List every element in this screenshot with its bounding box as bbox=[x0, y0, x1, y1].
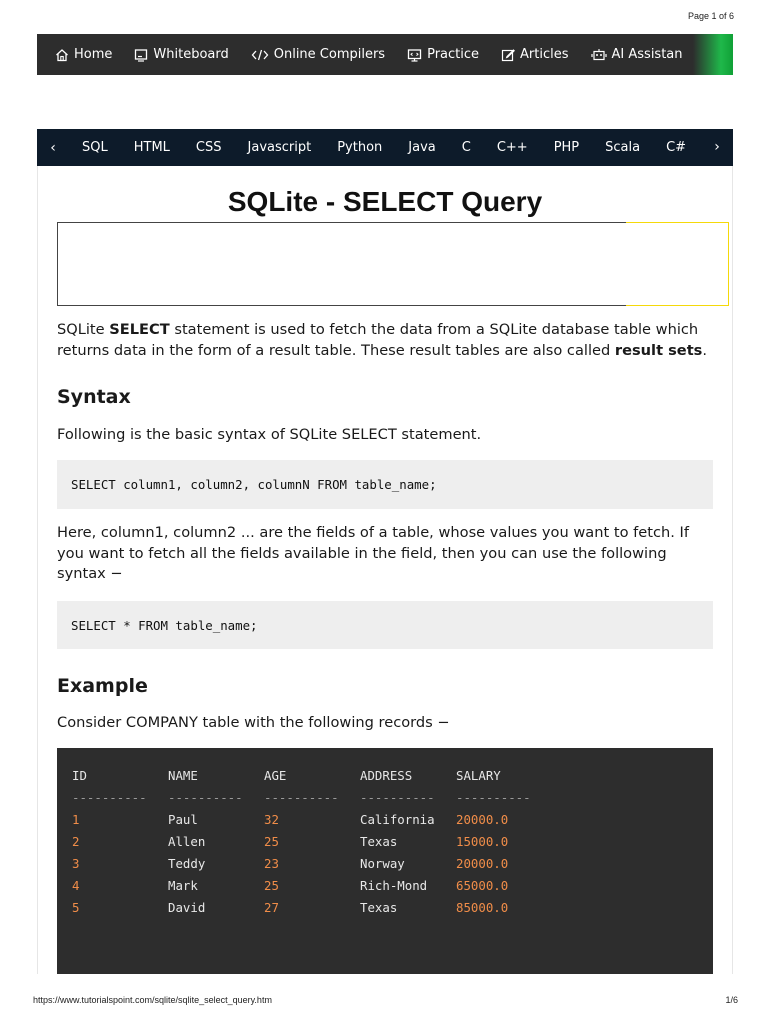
home-icon bbox=[55, 48, 69, 62]
subnav-item-javascript[interactable]: Javascript bbox=[247, 140, 312, 155]
cell-age: 27 bbox=[264, 900, 279, 915]
subnav-item-c[interactable]: C bbox=[461, 140, 471, 155]
column-header-address: ADDRESS bbox=[360, 768, 413, 783]
cell-address: Rich-Mond bbox=[360, 878, 428, 893]
syntax-heading: Syntax bbox=[57, 386, 131, 408]
nav-ai-assistant-label: AI Assistan bbox=[611, 47, 683, 62]
syntax-code-block[interactable] bbox=[57, 460, 713, 509]
cell-age: 25 bbox=[264, 878, 279, 893]
syntax-code-text: SELECT column1, column2, columnN FROM table_name; bbox=[71, 477, 437, 492]
subnav-item-python[interactable]: Python bbox=[337, 140, 383, 155]
subnav-item-java[interactable]: Java bbox=[408, 140, 436, 155]
cell-salary: 85000.0 bbox=[456, 900, 509, 915]
nav-practice-label: Practice bbox=[427, 47, 480, 62]
edit-icon bbox=[501, 48, 515, 62]
column-header-name: NAME bbox=[168, 768, 198, 783]
cell-salary: 20000.0 bbox=[456, 856, 509, 871]
nav-articles[interactable] bbox=[501, 47, 568, 62]
robot-icon bbox=[591, 48, 607, 62]
cell-salary: 20000.0 bbox=[456, 812, 509, 827]
example-description: Consider COMPANY table with the following records − bbox=[57, 714, 450, 731]
nav-whiteboard-label: Whiteboard bbox=[153, 47, 229, 62]
print-page-label: Page 1 of 6 bbox=[687, 11, 734, 21]
cell-id: 1 bbox=[72, 812, 80, 827]
separator-cell: ---------- bbox=[168, 790, 243, 805]
nav-home[interactable] bbox=[55, 47, 112, 62]
cell-age: 32 bbox=[264, 812, 279, 827]
cell-address: Norway bbox=[360, 856, 405, 871]
cell-age: 23 bbox=[264, 856, 279, 871]
column-header-id: ID bbox=[72, 768, 87, 783]
intro-text-2: statement is used to fetch the data from a SQLite database table which returns data in the form of a result table. These result tables are also called bbox=[57, 321, 699, 359]
cell-id: 5 bbox=[72, 900, 80, 915]
cell-name: Paul bbox=[168, 812, 198, 827]
intro-bold-select: SELECT bbox=[109, 321, 170, 338]
cell-id: 3 bbox=[72, 856, 80, 871]
cell-name: Teddy bbox=[168, 856, 206, 871]
top-navbar bbox=[37, 34, 733, 75]
example-heading: Example bbox=[57, 675, 148, 697]
subnav-prev-button[interactable]: ‹ bbox=[50, 139, 56, 156]
subnav-item-php[interactable]: PHP bbox=[553, 140, 580, 155]
page-title: SQLite - SELECT Query bbox=[227, 186, 543, 217]
intro-text-1: SQLite bbox=[57, 321, 110, 338]
subnav-item-csharp[interactable]: C# bbox=[666, 140, 687, 155]
cell-name: Mark bbox=[168, 878, 198, 893]
print-footer-url: https://www.tutorialspoint.com/sqlite/sqlite_select_query.htm bbox=[33, 995, 272, 1005]
nav-ai-assistant[interactable] bbox=[591, 47, 683, 62]
table-row bbox=[72, 831, 713, 853]
separator-cell: ---------- bbox=[456, 790, 531, 805]
cell-address: Texas bbox=[360, 834, 398, 849]
nav-online-compilers-label: Online Compilers bbox=[273, 47, 386, 62]
ad-yellow-border bbox=[626, 222, 729, 306]
select-all-code-block[interactable] bbox=[57, 601, 713, 649]
separator-cell: ---------- bbox=[360, 790, 435, 805]
select-all-code-text: SELECT * FROM table_name; bbox=[71, 617, 258, 633]
practice-icon bbox=[407, 48, 422, 62]
cell-age: 25 bbox=[264, 834, 279, 849]
intro-paragraph bbox=[57, 320, 717, 361]
print-footer-page-count: 1/6 bbox=[725, 995, 738, 1005]
subnav-item-cpp[interactable]: C++ bbox=[496, 140, 528, 155]
cell-id: 4 bbox=[72, 878, 80, 893]
ad-placeholder bbox=[57, 222, 729, 306]
nav-home-label: Home bbox=[74, 47, 113, 62]
column-header-age: AGE bbox=[264, 768, 287, 783]
column-header-salary: SALARY bbox=[456, 768, 501, 783]
nav-online-compilers[interactable] bbox=[251, 47, 385, 62]
subnav-item-scala[interactable]: Scala bbox=[605, 140, 641, 155]
subnav-next-button[interactable]: › bbox=[701, 129, 733, 166]
intro-bold-result-sets: result sets bbox=[614, 341, 703, 359]
subnav-item-html[interactable]: HTML bbox=[133, 140, 170, 155]
separator-cell: ---------- bbox=[72, 790, 147, 805]
code-icon bbox=[251, 48, 269, 62]
cell-id: 2 bbox=[72, 834, 80, 849]
cell-address: California bbox=[360, 812, 435, 827]
company-table-code-block[interactable] bbox=[57, 748, 713, 974]
subnav-item-css[interactable]: CSS bbox=[195, 140, 222, 155]
table-row bbox=[72, 853, 713, 875]
nav-articles-label: Articles bbox=[520, 47, 569, 62]
cell-address: Texas bbox=[360, 900, 398, 915]
cell-name: Allen bbox=[168, 834, 206, 849]
subnav-item-sql[interactable]: SQL bbox=[82, 140, 108, 155]
table-row bbox=[72, 897, 713, 919]
table-row bbox=[72, 875, 713, 897]
nav-whiteboard[interactable] bbox=[134, 47, 228, 62]
whiteboard-icon bbox=[134, 48, 148, 62]
cell-salary: 15000.0 bbox=[456, 834, 509, 849]
syntax-description: Following is the basic syntax of SQLite SELECT statement. bbox=[57, 426, 482, 443]
cell-name: David bbox=[168, 900, 206, 915]
table-header-row bbox=[72, 765, 713, 787]
language-subnav bbox=[37, 129, 733, 166]
separator-cell: ---------- bbox=[264, 790, 339, 805]
fields-description: Here, column1, column2 ... are the fields of a table, whose values you want to fetch. If you want to fetch all the fields available in the field, then you can use the following syntax − bbox=[57, 524, 689, 582]
intro-text-3: . bbox=[702, 341, 708, 359]
nav-practice[interactable] bbox=[407, 47, 479, 62]
cell-salary: 65000.0 bbox=[456, 878, 509, 893]
table-separator-row bbox=[72, 787, 713, 809]
navbar-overflow-fade bbox=[693, 34, 733, 75]
table-row bbox=[72, 809, 713, 831]
